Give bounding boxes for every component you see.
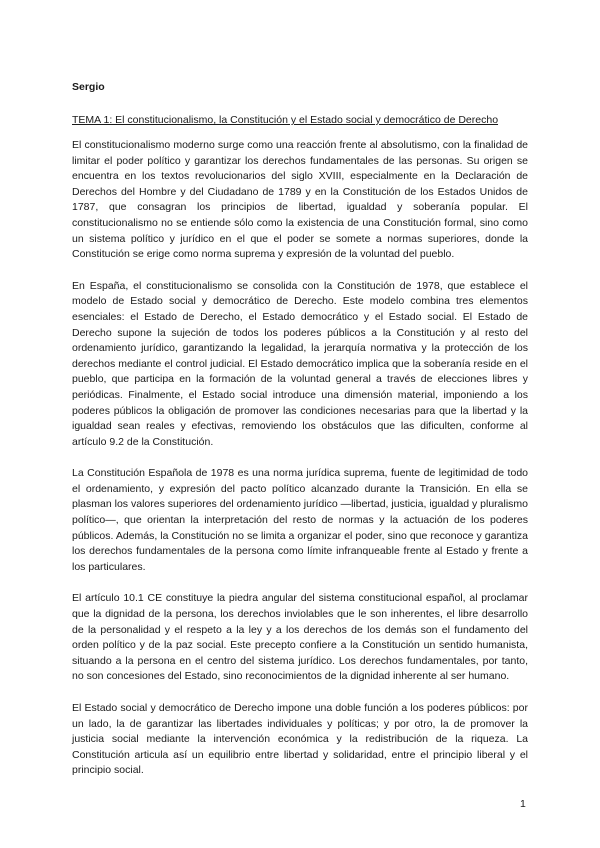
paragraph-4: El artículo 10.1 CE constituye la piedra angular del sistema constitucional español, al proclamar que la dignidad de la persona, los derechos inviolables que le son inherentes, el libre desarrollo de la personalidad y el respeto a la ley y a los derechos de los demás son el fundamento del orden político y de la paz social. Este precepto confiere a la Constitución un sentido humanista, situando a la persona en el centro del sistema jurídico. Los derechos fundamentales, por tanto, no son concesiones del Estado, sino reconocimientos de la dignidad inherente al ser humano. <box>72 592 528 683</box>
paragraph-5: El Estado social y democrático de Derecho impone una doble función a los poderes públicos: por un lado, la de garantizar las libertades individuales y políticas; y por otro, la de promover la justicia social mediante la intervención económica y la redistribución de la riqueza. La Constitución articula así un equilibrio entre libertad y solidaridad, entre el principio liberal y el principio social. <box>72 702 528 777</box>
paragraph-1: El constitucionalismo moderno surge como una reacción frente al absolutismo, con la finalidad de limitar el poder político y garantizar los derechos fundamentales de las personas. Su origen se encuentra en los textos revolucionarios del siglo XVIII, especialmente en la Declaración de Derechos del Hombre y del Ciudadano de 1789 y en la Constitución de los Estados Unidos de 1787, que consagran los principios de libertad, igualdad y soberanía popular. El constitucionalismo no se entiende sólo como la existencia de una Constitución formal, sino como un sistema político y jurídico en el que el poder se somete a normas superiores, donde la Constitución se erige como norma suprema y expresión de la voluntad del pueblo. <box>72 139 528 261</box>
paragraph-3: La Constitución Española de 1978 es una norma jurídica suprema, fuente de legitimidad de todo el ordenamiento, y expresión del pacto político alcanzado durante la Transición. En ella se plasman los valores superiores del ordenamiento jurídico —libertad, justicia, igualdad y pluralismo político—, que orientan la interpretación del resto de normas y la actuación de los poderes públicos. Además, la Constitución no se limita a organizar el poder, sino que reconoce y garantiza los derechos fundamentales de la persona como límite infranqueable frente al Estado y frente a los particulares. <box>72 467 528 573</box>
paragraph-2: En España, el constitucionalismo se consolida con la Constitución de 1978, que establece el modelo de Estado social y democrático de Derecho. Este modelo combina tres elementos esenciales: el Estado de Derecho, el Estado democrático y el Estado social. El Estado de Derecho supone la sujeción de todos los poderes públicos a la Constitución y al resto del ordenamiento jurídico, garantizando la legalidad, la jerarquía normativa y la protección de los derechos mediante el control judicial. El Estado democrático implica que la soberanía reside en el pueblo, que participa en la formación de la voluntad general a través de elecciones libres y periódicas. Finalmente, el Estado social introduce una dimensión material, imponiendo a los poderes públicos la obligación de promover las condiciones necesarias para que la libertad y la igualdad sean reales y efectivas, removiendo los obstáculos que las dificulten, conforme al artículo 9.2 de la Constitución. <box>72 279 528 448</box>
document-title: TEMA 1: El constitucionalismo, la Constitución y el Estado social y democrático de Derecho <box>72 114 499 126</box>
author-name: Sergio <box>72 81 105 93</box>
document-body <box>72 80 528 795</box>
page-number: 1 <box>520 798 526 810</box>
